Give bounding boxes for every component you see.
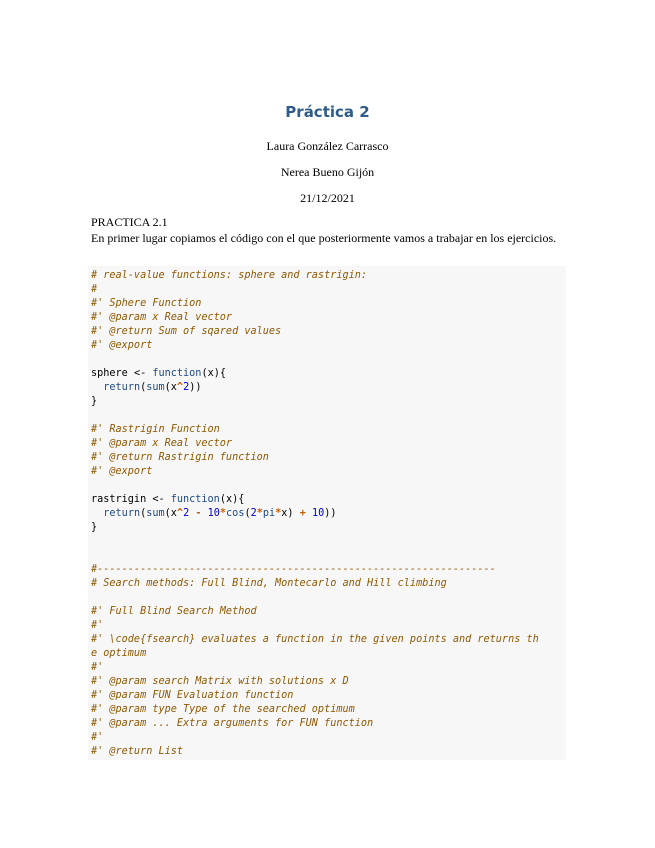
code-blank-line — [91, 353, 566, 367]
code-blank-line — [91, 549, 566, 563]
code-keyword: function — [170, 494, 220, 505]
code-text: (x){ — [201, 368, 226, 379]
code-comment: #' — [91, 732, 104, 743]
code-keyword: return — [103, 508, 141, 519]
code-constant: pi — [262, 508, 276, 519]
code-keyword: function — [152, 368, 202, 379]
code-number: 10 — [311, 508, 325, 519]
code-operator: - — [195, 508, 202, 519]
code-comment: e optimum — [91, 648, 147, 659]
code-comment: #' — [91, 662, 104, 673]
code-operator: ^ — [176, 382, 184, 393]
code-blank-line — [91, 409, 566, 423]
author-name: Nerea Bueno Gijón — [280, 165, 375, 179]
code-comment: #' @param type Type of the searched optimum — [91, 704, 355, 715]
code-text: )) — [324, 508, 337, 519]
code-number: 2 — [250, 508, 257, 519]
code-operator: <- — [127, 368, 153, 379]
code-comment: # Search methods: Full Blind, Montecarlo and Hill climbing — [91, 578, 447, 589]
code-line: } — [91, 522, 98, 533]
code-function-call: cos — [226, 508, 245, 519]
code-text: (x — [164, 382, 177, 393]
code-text: (x — [164, 508, 177, 519]
code-comment: #' Rastrigin Function — [91, 424, 220, 435]
code-comment: #' @return List — [91, 746, 184, 757]
code-number: 2 — [183, 382, 190, 393]
document-date: 21/12/2021 — [300, 191, 355, 205]
code-line: } — [91, 396, 98, 407]
code-comment: #' @return Sum of sqared values — [91, 326, 282, 337]
code-comment: #' @param ... Extra arguments for FUN function — [91, 718, 374, 729]
code-comment: #' @param search Matrix with solutions x D — [91, 676, 349, 687]
code-keyword: return — [103, 382, 141, 393]
code-block — [88, 266, 566, 760]
code-line — [91, 493, 566, 507]
section-heading: PRACTICA 2.1 — [91, 215, 168, 229]
code-text: ( — [140, 382, 147, 393]
code-text: ( — [244, 508, 251, 519]
code-operator: <- — [146, 494, 171, 505]
code-blank-line — [91, 535, 566, 549]
code-blank-line — [91, 591, 566, 605]
code-identifier: sphere — [91, 368, 128, 379]
code-function-call: sum — [146, 508, 165, 519]
code-operator: * — [256, 508, 263, 519]
code-function-call: sum — [146, 382, 165, 393]
code-indent — [91, 508, 103, 519]
code-line — [91, 507, 566, 521]
code-comment: #' \code{fsearch} evaluates a function in the given points and returns th — [91, 634, 539, 645]
code-operator: ^ — [176, 508, 184, 519]
code-comment: #' Full Blind Search Method — [91, 606, 257, 617]
code-comment: #' @export — [91, 340, 153, 351]
code-text: )) — [189, 382, 202, 393]
code-comment: #' @return Rastrigin function — [91, 452, 269, 463]
author-name: Laura González Carrasco — [266, 139, 389, 153]
code-number: 10 — [207, 508, 220, 519]
code-line — [91, 381, 566, 395]
document-title: Práctica 2 — [285, 103, 370, 121]
code-line — [91, 367, 566, 381]
code-text: x) — [281, 508, 300, 519]
code-indent — [91, 382, 103, 393]
code-listing — [88, 266, 566, 759]
intro-paragraph: En primer lugar copiamos el código con el que posteriormente vamos a trabajar en los ejercicios. — [91, 231, 557, 245]
code-comment: # real-value functions: sphere and rastrigin: — [91, 270, 368, 281]
code-comment: #' — [91, 620, 104, 631]
code-comment: #' @export — [91, 466, 153, 477]
code-text: (x){ — [219, 494, 245, 505]
code-comment: # — [91, 284, 98, 295]
code-number: 2 — [183, 508, 190, 519]
code-operator: * — [219, 508, 227, 519]
code-comment: #' @param x Real vector — [91, 312, 233, 323]
code-comment: #' @param FUN Evaluation function — [91, 690, 294, 701]
code-text: ( — [140, 508, 147, 519]
code-comment: #' Sphere Function — [91, 298, 202, 309]
code-comment: #----------------------------------------------------------------- — [91, 564, 496, 575]
code-comment: #' @param x Real vector — [91, 438, 233, 449]
code-identifier: rastrigin — [91, 494, 147, 505]
code-blank-line — [91, 479, 566, 493]
code-operator: * — [275, 508, 282, 519]
code-operator: + — [299, 508, 306, 519]
